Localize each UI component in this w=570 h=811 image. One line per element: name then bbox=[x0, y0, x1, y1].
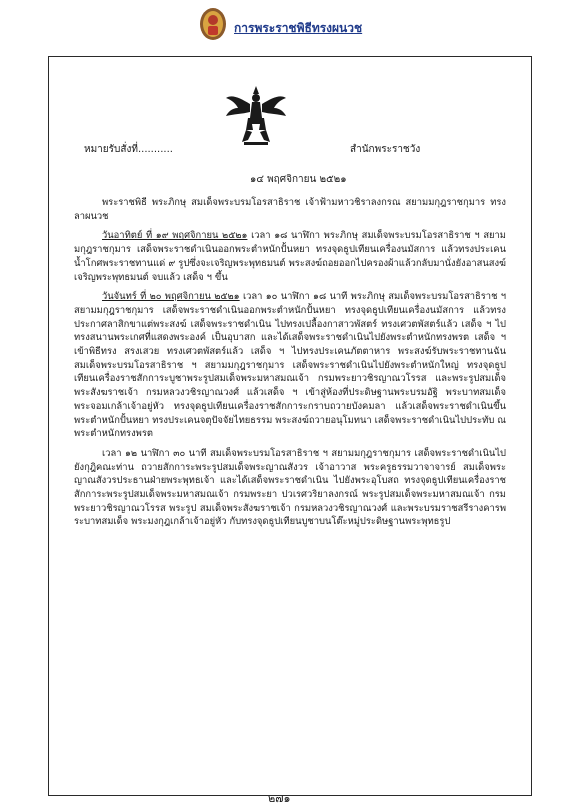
subject-line: พระราชพิธี พระภิกษุ สมเด็จพระบรมโอรสาธิราช เจ้าฟ้ามหาวชิราลงกรณ สยามมกุฎราชกุมาร ทรงลาผนวช bbox=[74, 197, 506, 222]
paragraph-2 bbox=[74, 290, 506, 441]
page-number: ๒๗๑ bbox=[268, 792, 291, 805]
paragraph-1 bbox=[74, 229, 506, 284]
office-name: สำนักพระราชวัง bbox=[350, 144, 421, 155]
paragraph-2-heading: วันจันทร์ ที่ ๒๐ พฤศจิกายน ๒๕๒๑ bbox=[102, 291, 240, 303]
header-title[interactable]: การพระราชพิธีทรงผนวช bbox=[234, 21, 363, 35]
paragraph-1-body: เวลา ๑๘ นาฬิกา พระภิกษุ สมเด็จพระบรมโอรสาธิราช ฯ สยามมกุฎราชกุมาร เสด็จพระราชดำเนินออกพระตำหนักปั้นหยา ทรงจุดธูปเทียนเครื่องนมัสการ แล้วทรงประเคนน้ำโกศพระราชทานแด่ ๙ รูปซึ่งจะเจริญพระพุทธมนต์ พระสงฆ์ถอยออกไปครองผ้าแล้วกลับมานั่งยังอาสนสงฆ์ เจริญพระพุทธมนต์ จบแล้ว เสด็จ ฯ ขึ้น bbox=[74, 230, 506, 283]
letter-date: ๑๔ พฤศจิกายน ๒๕๒๑ bbox=[250, 174, 347, 185]
letter-body bbox=[74, 196, 506, 535]
paragraph-1-heading: วันอาทิตย์ ที่ ๑๙ พฤศจิกายน ๒๕๒๑ bbox=[102, 230, 248, 242]
garuda-emblem-icon bbox=[224, 84, 288, 150]
paragraph-2-body: เวลา ๑๐ นาฬิกา ๑๘ นาที พระภิกษุ สมเด็จพระบรมโอรสาธิราช ฯ สยามมกุฎราชกุมาร เสด็จพระราชดำเนินออกพระตำหนักปั้นหยา ทรงจุดธูปเทียนเครื่องนมัสการ แล้วทรงประกาศลาสิกขาแต่พระสงฆ์ เสด็จพระราชดำเนิน ไปทรงเปลื้องกาสาวพัสตร์ ทรงเศวตพัสตร์แล้ว เสด็จ ฯ ไปทรงสนานพระเกศที่แสดงพระองค์ เป็นอุบาสก และได้เสด็จพระราชดำเนินไปยังพระตำหนักทรงพรต เสด็จ ฯ เข้าพิธีทรง สรงเสวย ทรงเศวตพัสตร์แล้ว เสด็จ ฯ ไปทรงประเคนภัตตาหาร พระสงฆ์รับพระราชทานฉัน สมเด็จพระบรมโอรสาธิราช ฯ สยามมกุฎราชกุมาร เสด็จพระราชดำเนินไปยังพระตำหนักใหญ่ ทรงจุดธูปเทียนเครื่องราชสักการะบูชาพระรูปสมเด็จพระมหาสมณเจ้า กรมพระยาวชิรญาณวโรรส และพระรูปสมเด็จพระสังฆราชเจ้า กรมหลวงวชิรญาณวงศ์ แล้วเสด็จ ฯ เข้าสู่ห้องที่ประดิษฐานพระบรมอัฐิ พระบาทสมเด็จพระจอมเกล้าเจ้าอยู่หัว ทรงจุดธูปเทียนเครื่องราชสักการะกราบถวายบังคมลา แล้วเสด็จพระราชดำเนินขึ้นพระตำหนักปั้นหยา ทรงประเคนจตุปัจจัยไทยธรรม พระสงฆ์ถวายอนุโมทนา เสด็จพระราชดำเนินไปประทับ ณ พระตำหนักทรงพรต bbox=[74, 291, 507, 440]
paragraph-3: เวลา ๑๒ นาฬิกา ๓๐ นาที สมเด็จพระบรมโอรสาธิราช ฯ สยามมกุฎราชกุมาร เสด็จพระราชดำเนินไปยังกุฎิคณะท่าน ถวายสักการะพระรูปสมเด็จพระญาณสังวร เจ้าอาวาส พระครูธรรมวาจาจารย์ สมเด็จพระญาณสังวรประธานฝ่ายพระพุทธเจ้า และได้เสด็จพระราชดำเนิน ไปยังพระอุโบสถ ทรงจุดธูปเทียนเครื่องราชสักการะพระรูปสมเด็จพระมหาสมณเจ้า กรมพระยา ปวเรศวริยาลงกรณ์ พระรูปสมเด็จพระมหาสมณเจ้า กรมพระยาวชิรญาณวโรรส พระรูป สมเด็จพระสังฆราชเจ้า กรมหลวงวชิรญาณวงศ์ และพระบรมราชสรีรางคารพระบาทสมเด็จ พระมงกุฎเกล้าเจ้าอยู่หัว กับทรงจุดธูปเทียนบูชาบนโต๊ะหมู่ประดิษฐานพระพุทธรูป bbox=[74, 447, 506, 528]
ceremony-emblem-icon bbox=[198, 6, 228, 42]
reference-number: หมายรับสั่งที่........... bbox=[84, 144, 173, 155]
